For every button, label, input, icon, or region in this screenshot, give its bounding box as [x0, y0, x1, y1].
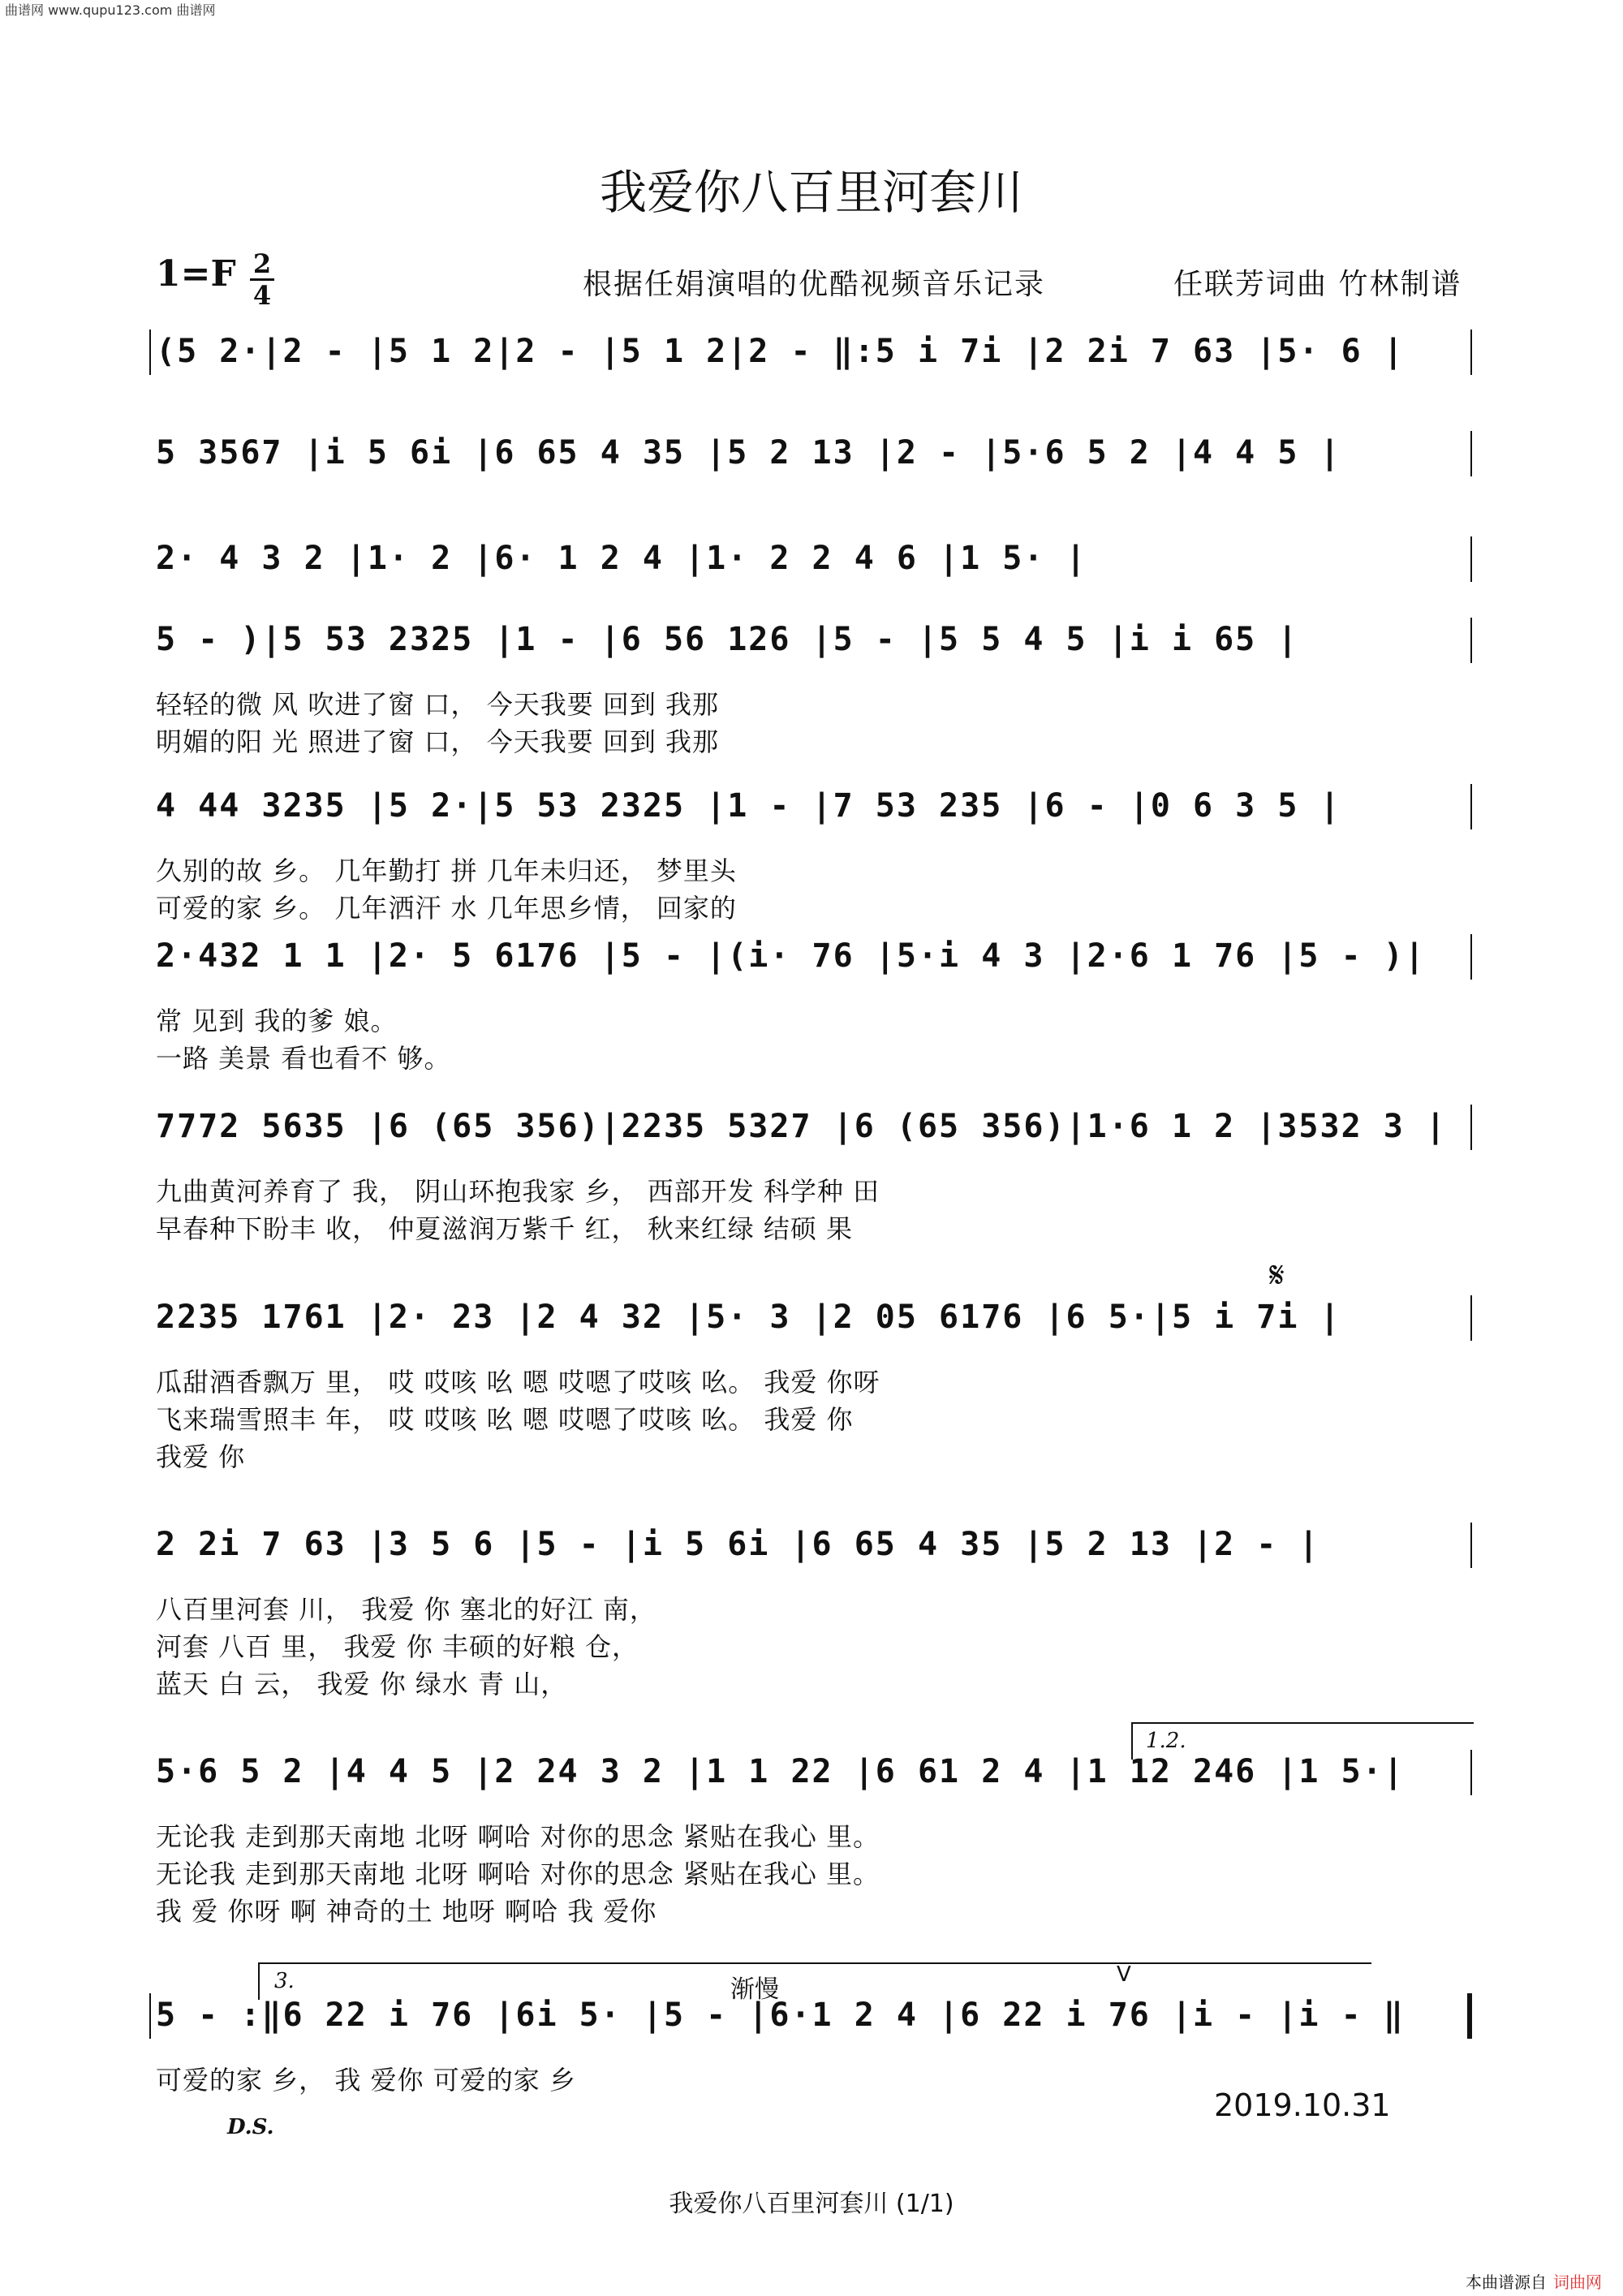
barline [1470, 1295, 1472, 1341]
score-system-notes: 4 44 3235 |5 2·|5 53 2325 |1 - |7 53 235 |6 - |0 6 3 5 | [156, 787, 1341, 825]
lyric-line: 八百里河套 川， 我爱 你 塞北的好江 南， [156, 1594, 657, 1625]
lyric-line: 久别的故 乡。 几年勤打 拼 几年未归还， 梦里头 [156, 855, 737, 886]
source-tag-brand: 词曲网 [1553, 2272, 1602, 2292]
score-system-notes: 7772 5635 |6 (65 356)|2235 5327 |6 (65 356)|1·6 1 2 |3532 3 | [156, 1108, 1448, 1145]
score-system-notes: 2235 1761 |2· 23 |2 4 32 |5· 3 |2 05 6176 |6 5·|5 i 7i | [156, 1299, 1341, 1336]
volta-label-3: 3. [274, 1969, 295, 1993]
barline [149, 330, 151, 375]
volta-label-1-2: 1.2. [1146, 1729, 1186, 1753]
time-signature [250, 250, 274, 309]
lyric-line: 常 见到 我的爹 娘。 [156, 1006, 398, 1036]
barline [1470, 536, 1472, 582]
footer: 我爱你八百里河套川 (1/1) [669, 2190, 954, 2218]
lyric-line: 一路 美景 看也看不 够。 [156, 1043, 451, 1074]
final-barline [1467, 1993, 1472, 2039]
page-title: 我爱你八百里河套川 [599, 165, 1023, 220]
tempo-change-marking: 渐慢 [730, 1975, 779, 2004]
volta-bracket-3 [258, 1962, 1371, 2000]
lyric-line: 无论我 走到那天南地 北呀 啊哈 对你的思念 紧贴在我心 里。 [156, 1821, 880, 1852]
lyric-line: 飞来瑞雪照丰 年， 哎 哎咳 吆 嗯 哎嗯了哎咳 吆。 我爱 你 [156, 1404, 854, 1435]
lyric-line: 河套 八百 里， 我爱 你 丰硕的好粮 仓， [156, 1631, 639, 1662]
date: 2019.10.31 [1214, 2087, 1391, 2123]
score-system-notes: 5·6 5 2 |4 4 5 |2 24 3 2 |1 1 22 |6 61 2 4 |1 12 246 |1 5·| [156, 1753, 1405, 1790]
score-system-notes: 5 3567 |i 5 6i |6 65 4 35 |5 2 13 |2 - |5·6 5 2 |4 4 5 | [156, 434, 1341, 472]
time-signature-bottom: 4 [252, 280, 272, 311]
watermark: 曲谱网 www.qupu123.com 曲谱网 [5, 2, 216, 18]
lyric-line: 蓝天 白 云， 我爱 你 绿水 青 山， [156, 1669, 568, 1699]
barline [1470, 431, 1472, 476]
lyric-line: 明媚的阳 光 照进了窗 口， 今天我要 回到 我那 [156, 726, 720, 757]
score-system-notes: 5 - :‖6 22 i 76 |6i 5· |5 - |6·1 2 4 |6 22 i 76 |i - |i - ‖ [156, 1997, 1405, 2034]
lyric-line: 无论我 走到那天南地 北呀 啊哈 对你的思念 紧贴在我心 里。 [156, 1859, 880, 1889]
credits: 任联芳词曲 竹林制谱 [1173, 268, 1462, 301]
time-signature-top: 2 [252, 248, 272, 279]
score-system-notes: 5 - )|5 53 2325 |1 - |6 56 126 |5 - |5 5 4 5 |i i 65 | [156, 621, 1299, 658]
barline [1470, 330, 1472, 375]
score-system-notes: 2· 4 3 2 |1· 2 |6· 1 2 4 |1· 2 2 4 6 |1 5· | [156, 540, 1087, 577]
breath-mark: V [1117, 1962, 1131, 1987]
barline [1470, 1105, 1472, 1150]
score-system-notes: 2·432 1 1 |2· 5 6176 |5 - |(i· 76 |5·i 4 3 |2·6 1 76 |5 - )| [156, 937, 1426, 975]
lyric-line: 早春种下盼丰 收， 仲夏滋润万紫千 红， 秋来红绿 结硕 果 [156, 1213, 854, 1244]
segno-sign: 𝄋 [1269, 1255, 1285, 1296]
barline [1470, 934, 1472, 980]
source-tag [1466, 2269, 1602, 2293]
lyric-line: 可爱的家 乡， 我 爱你 可爱的家 乡 [156, 2065, 576, 2096]
lyric-line: 可爱的家 乡。 几年洒汗 水 几年思乡情， 回家的 [156, 893, 737, 924]
barline [149, 1993, 151, 2039]
barline [1470, 1523, 1472, 1568]
da-segno-marking: D.S. [227, 2115, 274, 2139]
barline [1470, 784, 1472, 829]
key-signature: 1=F [156, 253, 236, 295]
lyric-line: 我爱 你 [156, 1441, 246, 1472]
score-system-notes: (5 2·|2 - |5 1 2|2 - |5 1 2|2 - ‖:5 i 7i |2 2i 7 63 |5· 6 | [156, 333, 1405, 370]
lyric-line: 轻轻的微 风 吹进了窗 口， 今天我要 回到 我那 [156, 689, 720, 720]
source-tag-prefix: 本曲谱源自 [1466, 2272, 1547, 2292]
lyric-line: 瓜甜酒香飘万 里， 哎 哎咳 吆 嗯 哎嗯了哎咳 吆。 我爱 你呀 [156, 1367, 880, 1398]
score-system-notes: 2 2i 7 63 |3 5 6 |5 - |i 5 6i |6 65 4 35 |5 2 13 |2 - | [156, 1526, 1320, 1563]
lyric-line: 九曲黄河养育了 我， 阴山环抱我家 乡， 西部开发 科学种 田 [156, 1176, 880, 1207]
lyric-line: 我 爱 你呀 啊 神奇的土 地呀 啊哈 我 爱你 [156, 1896, 657, 1927]
barline [1470, 618, 1472, 663]
source-note: 根据任娟演唱的优酷视频音乐记录 [583, 268, 1046, 301]
